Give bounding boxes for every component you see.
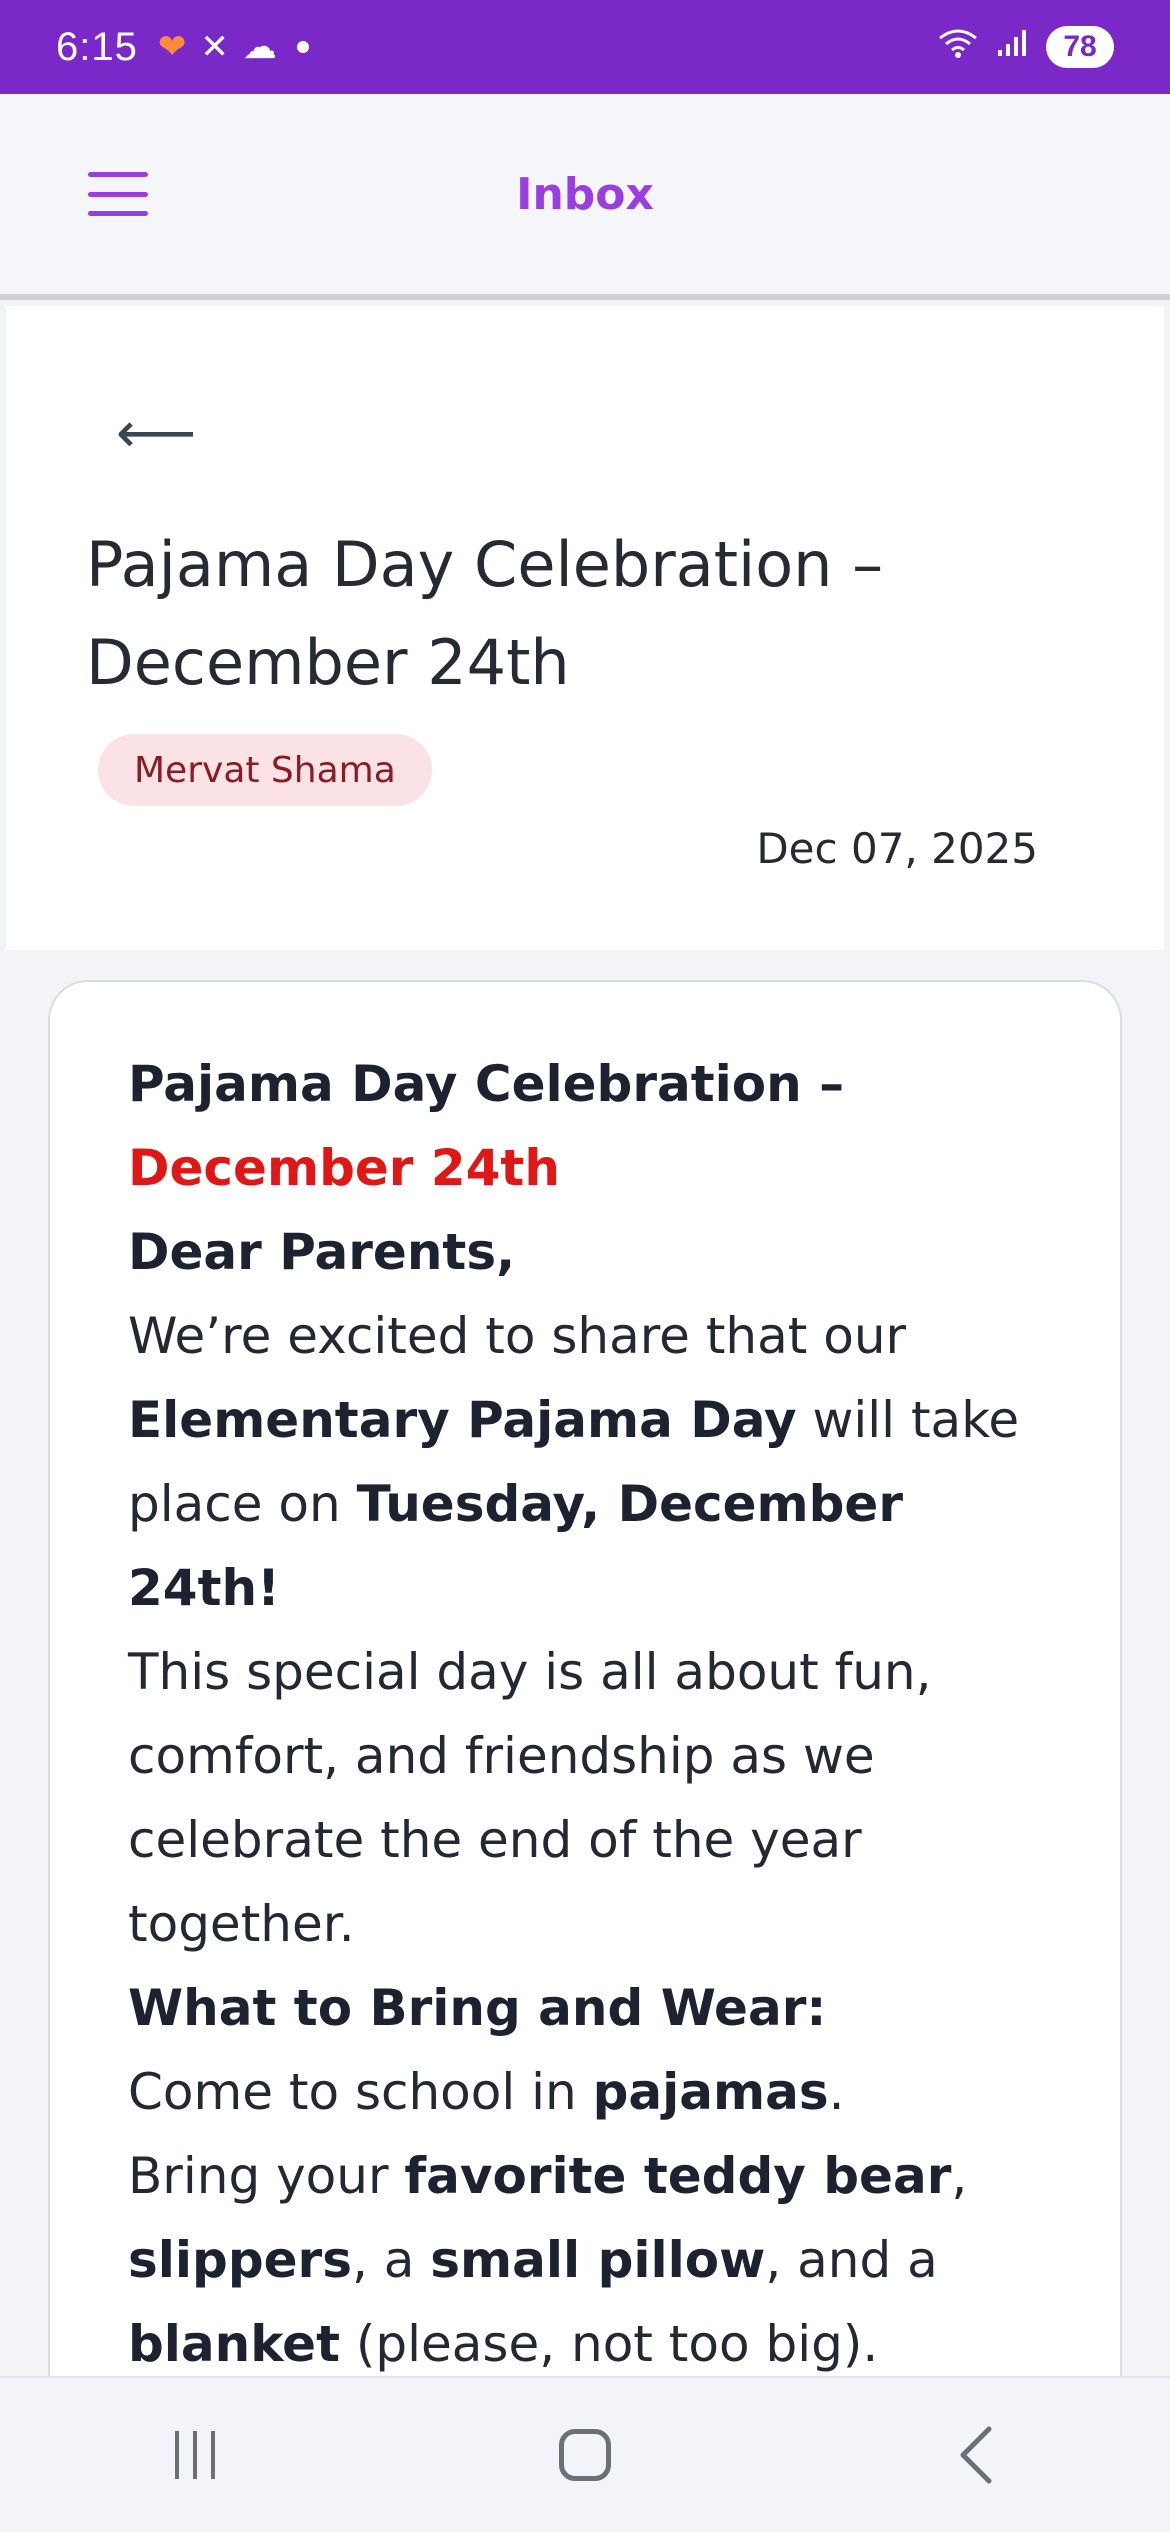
weather-icon: ☁ xyxy=(242,28,277,66)
home-icon[interactable] xyxy=(525,2410,645,2500)
system-nav-bar xyxy=(0,2376,1170,2532)
message-subject: Pajama Day Celebration – December 24th xyxy=(86,528,884,699)
body-paragraph-2: This special day is all about fun, comfort, and friendship as we celebrate the end of the year together. xyxy=(128,1643,932,1953)
page-title: Inbox xyxy=(516,168,654,220)
body-greeting: Dear Parents, xyxy=(128,1223,516,1281)
sender-badge: Mervat Shama xyxy=(98,734,432,806)
body-title-date: December 24th xyxy=(128,1139,560,1197)
notification-icons xyxy=(158,27,277,67)
back-chevron-icon[interactable] xyxy=(915,2410,1035,2500)
message-body xyxy=(50,982,1120,2386)
battery-indicator: 78 xyxy=(1046,26,1114,68)
hamburger-menu-icon[interactable] xyxy=(88,172,148,216)
message-date: Dec 07, 2025 xyxy=(756,824,1038,873)
body-list-item: Bring your favorite teddy bear, slippers, a small pillow, and a blanket (please, not too big). xyxy=(128,2147,968,2373)
signal-icon xyxy=(996,28,1030,66)
wifi-icon xyxy=(936,26,980,68)
back-arrow-icon[interactable]: ⟵ xyxy=(116,401,197,466)
recent-apps-icon[interactable] xyxy=(135,2410,255,2500)
body-paragraph-1: We’re excited to share that our Elementary Pajama Day will take place on Tuesday, December 24th! xyxy=(128,1307,1020,1617)
capcut-notification-icon: ✕ xyxy=(200,28,229,66)
status-time: 6:15 xyxy=(56,24,138,69)
body-section-heading: What to Bring and Wear: xyxy=(128,1979,827,2037)
app-notification-icon: ❤ xyxy=(157,28,187,66)
message-header xyxy=(6,306,1164,950)
status-bar xyxy=(0,0,1170,94)
body-list-item: Come to school in pajamas. xyxy=(128,2063,845,2121)
body-title: Pajama Day Celebration – December 24th xyxy=(128,1055,845,1197)
app-header xyxy=(0,94,1170,300)
message-body-card xyxy=(48,980,1122,2400)
more-notifications-dot-icon xyxy=(297,41,309,53)
